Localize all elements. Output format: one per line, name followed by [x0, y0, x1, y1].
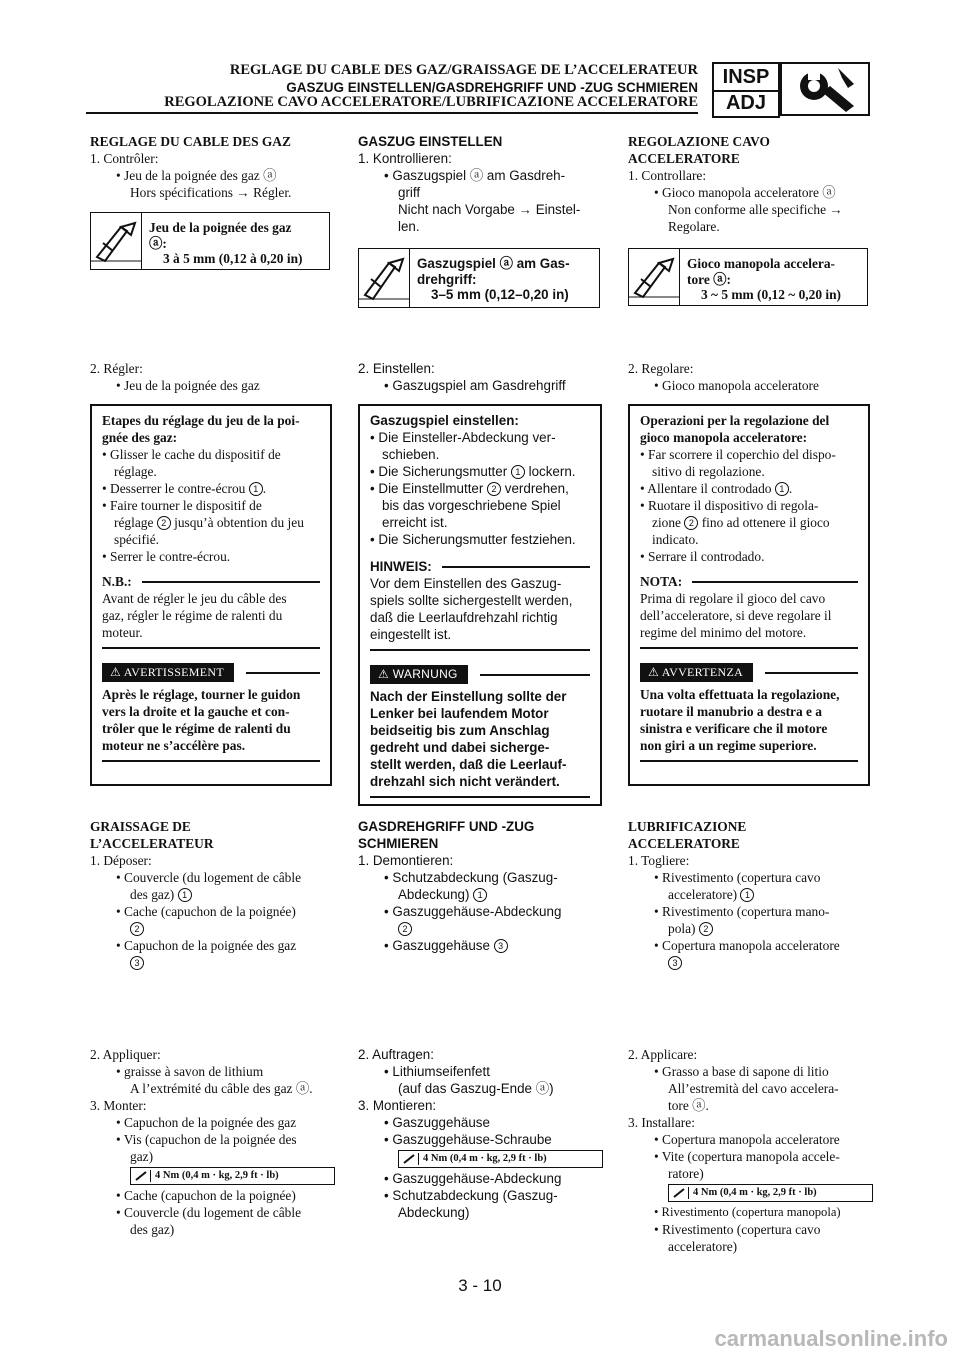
it-step: 2. Regolare:	[628, 361, 694, 376]
de-section-adjust	[358, 133, 603, 235]
note-text: moteur.	[102, 625, 143, 640]
box-title: gnée des gaz:	[102, 430, 178, 445]
it-item: • Gioco manopola acceleratore	[654, 378, 819, 393]
it-item: • Copertura manopola acceleratore	[654, 938, 840, 953]
fr-item: • graisse à savon de lithium	[116, 1064, 264, 1079]
warning-text: stellt werden, daß die Leerlauf-	[370, 757, 567, 772]
fr-step: 1. Déposer:	[90, 853, 152, 868]
de-step: 2. Auftragen:	[358, 1047, 434, 1062]
box-title: gioco manopola acceleratore:	[640, 430, 808, 445]
box-bullet: spécifié.	[114, 532, 159, 547]
callout-1: 1	[740, 888, 754, 902]
spec-label: tore ⓐ:	[687, 272, 731, 287]
torque-value: 4 Nm (0,4 m · kg, 2,9 ft · lb)	[693, 1187, 817, 1198]
caliper-icon	[629, 249, 680, 305]
spec-label: drehgriff:	[417, 272, 477, 287]
note-text: daß die Leerlaufdrehzahl richtig	[370, 610, 558, 625]
de-step-2	[358, 360, 603, 394]
fr-item: • Capuchon de la poignée des gaz	[116, 938, 297, 953]
torque-wrench-icon	[134, 1170, 151, 1182]
badge-bottom: ADJ	[725, 92, 766, 114]
box-bullet: fino ad ottenere il gioco	[698, 515, 830, 530]
it-item: acceleratore)	[668, 887, 741, 902]
it-item-detail: Non conforme alle specifiche →	[668, 202, 843, 217]
fr-step: 3. Monter:	[90, 1098, 147, 1113]
box-bullet: bis das vorgeschriebene Spiel	[382, 498, 561, 513]
de-item: • Gaszugspiel am Gasdrehgriff	[384, 378, 566, 393]
box-bullet: jusqu’à obtention du jeu	[170, 515, 304, 530]
note-label: N.B.:	[102, 574, 132, 589]
it-item: pola)	[668, 921, 699, 936]
it-item-detail: Regolare.	[668, 219, 720, 234]
fr-item: des gaz)	[130, 1222, 175, 1237]
de-item: • Schutzabdeckung (Gaszug-	[384, 1188, 558, 1203]
torque-spec	[130, 1167, 335, 1185]
de-section-title: GASDREHGRIFF UND -ZUG	[358, 819, 535, 834]
box-bullet: verdrehen,	[501, 481, 569, 496]
torque-spec	[398, 1150, 603, 1168]
caliper-icon	[359, 249, 410, 307]
box-bullet: zione	[652, 515, 685, 530]
it-item: • Vite (copertura manopola accele-	[654, 1149, 840, 1164]
spec-label: ⓐ:	[149, 236, 167, 251]
note-text: Avant de régler le jeu du câble des	[102, 591, 287, 606]
note-text: Prima di regolare il gioco del cavo	[640, 591, 826, 606]
spec-label: Jeu de la poignée des gaz	[149, 220, 292, 235]
spec-value: 3 ~ 5 mm (0,12 ~ 0,20 in)	[701, 287, 842, 302]
it-step: 1. Togliere:	[628, 853, 690, 868]
note-text: gaz, régler le régime de ralenti du	[102, 608, 283, 623]
box-bullet: • Ruotare il dispositivo di regola-	[640, 498, 819, 513]
warning-text: gedreht und dabei sicherge-	[370, 740, 550, 755]
caliper-icon	[91, 213, 142, 269]
callout-1: 1	[249, 482, 263, 496]
spec-value: 3–5 mm (0,12–0,20 in)	[431, 287, 569, 302]
warning-triangle-icon: ⚠	[110, 665, 122, 679]
page-number: 3 - 10	[458, 1276, 502, 1295]
callout-1: 1	[775, 482, 789, 496]
fr-item: • Cache (capuchon de la poignée)	[116, 904, 296, 919]
torque-wrench-icon	[402, 1153, 419, 1165]
callout-3: 3	[668, 956, 682, 970]
note-text: Vor dem Einstellen des Gaszug-	[370, 576, 562, 591]
de-section-apply	[358, 1046, 603, 1221]
spec-label: Gaszugspiel ⓐ am Gas-	[417, 256, 570, 271]
de-item: • Gaszuggehäuse-Schraube	[384, 1132, 552, 1147]
warning-triangle-icon: ⚠	[378, 667, 390, 681]
de-section-title: SCHMIEREN	[358, 836, 439, 851]
it-item-detail: tore ⓐ.	[668, 1098, 709, 1113]
fr-procedure-box: Etapes du réglage du jeu de la poi- gnée des gaz: • Glisser le cache du dispositif de réglage. • Desserrer le contre-écrou 1 . • Faire tourner le dispositif de réglage 2 jusqu’à obtention du jeu spécifié. • Serrer le contre-écrou. N.B.: Avant de régler le jeu du câble des gaz, régler le régime de ralenti du moteur. ⚠ AVERTISSEMENT Après le réglage, tourner le guidon vers la droite et la gauche et con- trôler que le régime de ralenti du moteur ne s’accélère pas.	[90, 404, 332, 786]
de-item: • Gaszuggehäuse-Abdeckung	[384, 1171, 562, 1186]
box-title: Operazioni per la regolazione del	[640, 413, 830, 428]
warning-triangle-icon: ⚠	[648, 665, 660, 679]
callout-2: 2	[487, 482, 501, 496]
note-label: NOTA:	[640, 574, 683, 589]
warning-text: beidseitig bis zum Anschlag	[370, 723, 550, 738]
callout-1: 1	[178, 888, 192, 902]
fr-item: • Vis (capuchon de la poignée des	[116, 1132, 297, 1147]
de-section-lube	[358, 818, 603, 954]
de-item: griff	[398, 185, 421, 200]
de-step: 3. Montieren:	[358, 1098, 437, 1113]
warning-text: sinistra e verificare che il motore	[640, 721, 828, 736]
warning-badge	[102, 663, 234, 682]
header-title-fr: REGLAGE DU CABLE DES GAZ/GRAISSAGE DE L’ACCELERATEUR	[229, 62, 698, 78]
it-section-title: LUBRIFICAZIONE	[628, 819, 747, 834]
wrench-icon	[780, 62, 870, 116]
warning-text: trôler que le régime de ralenti du	[102, 721, 291, 736]
fr-spec-box	[90, 212, 330, 270]
box-bullet: indicato.	[652, 532, 699, 547]
warning-text: Lenker bei laufendem Motor	[370, 706, 549, 721]
box-bullet: lockern.	[524, 464, 576, 479]
de-item: • Gaszuggehäuse	[384, 1115, 490, 1130]
callout-2: 2	[699, 922, 713, 936]
box-bullet: • Die Sicherungsmutter festziehen.	[370, 532, 576, 547]
de-step: 2. Einstellen:	[358, 361, 435, 376]
spec-value: 3 à 5 mm (0,12 à 0,20 in)	[163, 251, 303, 266]
de-item: • Schutzabdeckung (Gaszug-	[384, 870, 558, 885]
it-step-2	[628, 360, 873, 394]
it-item: • Rivestimento (copertura manopola)	[654, 1205, 841, 1219]
note-text: spiels sollte sichergestellt werden,	[370, 593, 573, 608]
header-rule	[86, 112, 698, 114]
watermark: carmanualsonline.info	[714, 1326, 948, 1351]
fr-item: • Capuchon de la poignée des gaz	[116, 1115, 297, 1130]
warning-text: vers la droite et la gauche et con-	[102, 704, 290, 719]
fr-item: • Jeu de la poignée des gaz ⓐ	[116, 168, 277, 183]
box-bullet: • Far scorrere il coperchio del dispo-	[640, 447, 836, 462]
callout-2: 2	[157, 516, 171, 530]
fr-item: gaz)	[130, 1149, 154, 1164]
note-text: regime del minimo del motore.	[640, 625, 807, 640]
fr-section-adjust	[90, 133, 335, 201]
note-text: dell’acceleratore, si deve regolare il	[640, 608, 832, 623]
warning-badge	[370, 665, 468, 684]
fr-step: 2. Régler:	[90, 361, 143, 376]
fr-item: • Couvercle (du logement de câble	[116, 1205, 302, 1220]
box-bullet: • Die Einstellmutter	[370, 481, 488, 496]
it-item: • Copertura manopola acceleratore	[654, 1132, 840, 1147]
box-title: Etapes du réglage du jeu de la poi-	[102, 413, 300, 428]
box-bullet: schieben.	[382, 447, 440, 462]
badge-top: INSP	[722, 66, 770, 88]
fr-section-title: L’ACCELERATEUR	[90, 836, 214, 851]
de-procedure-box	[358, 404, 602, 806]
fr-step-2	[90, 360, 335, 394]
it-item: • Rivestimento (copertura cavo	[654, 870, 821, 885]
de-step: 1. Kontrollieren:	[358, 151, 452, 166]
box-bullet: • Serrer le contre-écrou.	[102, 549, 231, 564]
de-item: • Gaszuggehäuse-Abdeckung	[384, 904, 562, 919]
torque-value: 4 Nm (0,4 m · kg, 2,9 ft · lb)	[155, 1170, 279, 1181]
spec-label: Gioco manopola accelera-	[687, 256, 836, 271]
it-item: • Gioco manopola acceleratore ⓐ	[654, 185, 836, 200]
fr-section-apply	[90, 1046, 335, 1238]
it-section-title: ACCELERATORE	[628, 151, 740, 166]
warning-text: Una volta effettuata la regolazione,	[640, 687, 840, 702]
torque-spec	[668, 1184, 873, 1202]
fr-item-detail: A l’extrémité du câble des gaz ⓐ.	[130, 1081, 313, 1096]
warning-label: WARNUNG	[392, 667, 458, 681]
it-section-title: ACCELERATORE	[628, 836, 740, 851]
fr-section-title: REGLAGE DU CABLE DES GAZ	[90, 134, 291, 149]
warning-text: drehzahl sich nicht verändert.	[370, 774, 560, 789]
box-bullet: sitivo di regolazione.	[652, 464, 765, 479]
it-item: • Grasso a base di sapone di litio	[654, 1064, 829, 1079]
fr-section-title: GRAISSAGE DE	[90, 819, 191, 834]
it-item: ratore)	[668, 1166, 704, 1181]
box-bullet: • Die Einsteller-Abdeckung ver-	[370, 430, 556, 445]
torque-value: 4 Nm (0,4 m · kg, 2,9 ft · lb)	[423, 1153, 547, 1164]
de-section-title: GASZUG EINSTELLEN	[358, 134, 503, 149]
de-item-detail: len.	[398, 219, 420, 234]
it-item: • Rivestimento (copertura cavo	[654, 1222, 821, 1237]
warning-text: Après le réglage, tourner le guidon	[102, 687, 301, 702]
torque-wrench-icon	[672, 1187, 689, 1199]
de-step: 1. Demontieren:	[358, 853, 454, 868]
callout-3: 3	[494, 939, 508, 953]
callout-2: 2	[398, 922, 412, 936]
it-spec-box	[628, 248, 868, 306]
it-section-title: REGOLAZIONE CAVO	[628, 134, 770, 149]
box-bullet: • Serrare il controdado.	[640, 549, 765, 564]
it-item: acceleratore)	[668, 1239, 738, 1254]
callout-1: 1	[473, 888, 487, 902]
warning-label: AVVERTENZA	[661, 665, 744, 679]
fr-item-detail: Hors spécifications → Régler.	[130, 185, 292, 200]
it-item-detail: All’estremità del cavo accelera-	[668, 1081, 839, 1096]
fr-item: des gaz)	[130, 887, 178, 902]
box-title: Gaszugspiel einstellen:	[370, 413, 519, 428]
fr-item: • Cache (capuchon de la poignée)	[116, 1188, 296, 1203]
header-title-it: REGOLAZIONE CAVO ACCELERATORE/LUBRIFICAZIONE ACCELERATORE	[164, 94, 698, 110]
box-bullet: • Glisser le cache du dispositif de	[102, 447, 281, 462]
warning-label: AVERTISSEMENT	[123, 665, 225, 679]
fr-item: • Jeu de la poignée des gaz	[116, 378, 260, 393]
de-item: Abdeckung)	[398, 887, 474, 902]
it-procedure-box: Operazioni per la regolazione del gioco manopola acceleratore: • Far scorrere il coperchio del dispo- sitivo di regolazione. • Allentare il controdado 1 . • Ruotare il dispositivo di regola- zione 2 fino ad ottenere il gioco indicato. • Serrare il controdado. NOTA: Prima di regolare il gioco del cavo dell’acceleratore, si deve regolare il regime del minimo del motore. ⚠ AVVERTENZA Una volta effettuata la regolazione, ruotare il manubrio a destra e a sinistra e verificare che il motore non giri a un regime superiore.	[628, 404, 870, 786]
it-item: • Rivestimento (copertura mano-	[654, 904, 830, 919]
de-item: • Gaszugspiel ⓐ am Gasdreh-	[384, 168, 566, 183]
note-label: HINWEIS:	[370, 559, 432, 574]
fr-section-lube	[90, 818, 335, 971]
callout-2: 2	[130, 922, 144, 936]
callout-1: 1	[511, 465, 525, 479]
fr-item: • Couvercle (du logement de câble	[116, 870, 302, 885]
callout-3: 3	[130, 956, 144, 970]
warning-text: Nach der Einstellung sollte der	[370, 689, 567, 704]
box-bullet: • Die Sicherungsmutter	[370, 464, 511, 479]
warning-text: moteur ne s’accélère pas.	[102, 738, 246, 753]
it-step: 1. Controllare:	[628, 168, 707, 183]
box-bullet: erreicht ist.	[382, 515, 448, 530]
it-step: 3. Installare:	[628, 1115, 695, 1130]
fr-step: 2. Appliquer:	[90, 1047, 161, 1062]
box-bullet: • Desserrer le contre-écrou	[102, 481, 249, 496]
box-bullet: réglage	[114, 515, 157, 530]
note-text: eingestellt ist.	[370, 627, 452, 642]
insp-adj-badge	[712, 62, 780, 118]
warning-text: non giri a un regime superiore.	[640, 738, 817, 753]
box-bullet: • Faire tourner le dispositif de	[102, 498, 262, 513]
de-item-detail: Nicht nach Vorgabe → Einstel-	[398, 202, 581, 217]
box-bullet: • Allentare il controdado	[640, 481, 775, 496]
de-item-detail: (auf das Gaszug-Ende ⓐ)	[398, 1081, 554, 1096]
de-item: • Gaszuggehäuse	[384, 938, 494, 953]
de-item: • Lithiumseifenfett	[384, 1064, 490, 1079]
it-step: 2. Applicare:	[628, 1047, 698, 1062]
de-item: Abdeckung)	[398, 1205, 470, 1220]
callout-2: 2	[684, 516, 698, 530]
warning-text: ruotare il manubrio a destra e a	[640, 704, 822, 719]
fr-step: 1. Contrôler:	[90, 151, 159, 166]
it-section-lube	[628, 818, 873, 971]
de-spec-box	[358, 248, 600, 308]
warning-badge	[640, 663, 753, 682]
it-section-adjust	[628, 133, 873, 235]
it-section-apply	[628, 1046, 873, 1255]
header-title-de: GASZUG EINSTELLEN/GASDREHGRIFF UND -ZUG SCHMIEREN	[286, 80, 698, 95]
box-bullet: réglage.	[114, 464, 157, 479]
